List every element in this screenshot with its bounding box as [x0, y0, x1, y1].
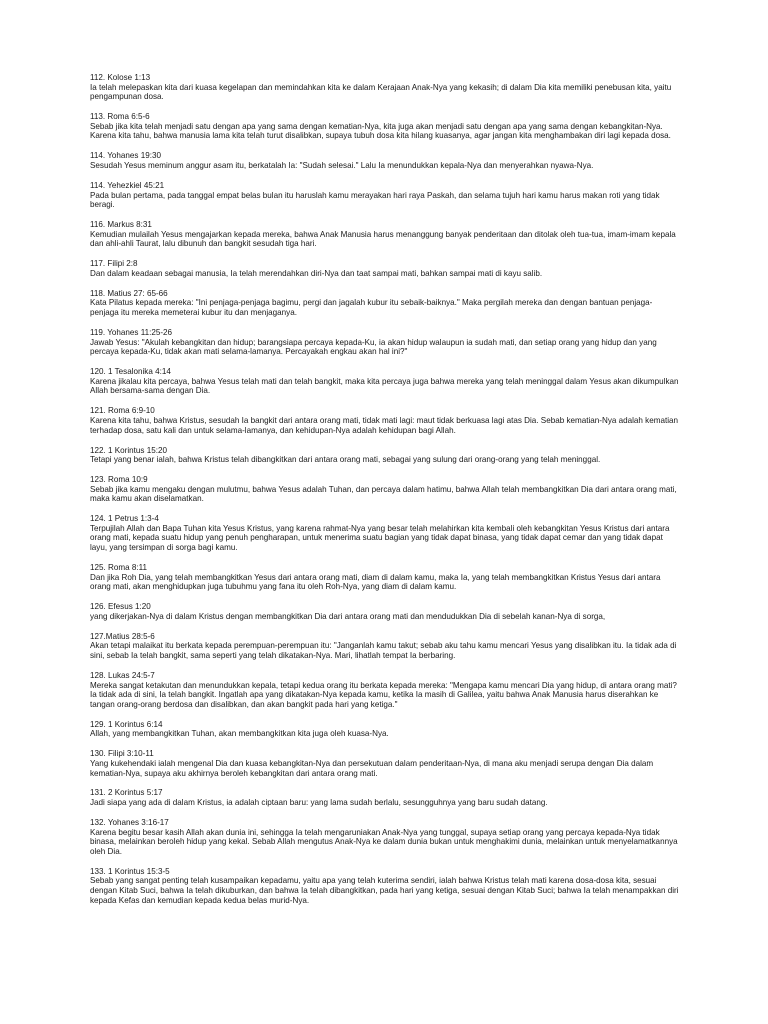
verse-text: Pada bulan pertama, pada tanggal empat belas bulan itu haruslah kamu merayakan hari raya Paskah, dan selama tujuh hari kamu harus makan roti yang tidak beragi.: [90, 190, 660, 210]
verse-reference: 132. Yohanes 3:16-17: [90, 818, 169, 828]
verse-text: Terpujilah Allah dan Bapa Tuhan kita Yesus Kristus, yang karena rahmat-Nya yang besar telah melahirkan kita kembali oleh kebangkitan Yesus Kristus dari antara orang mati, kepada suatu hidup yang penuh pengharapan, untuk menerima suatu bagian yang tidak dapat binasa, yang tidak dapat cemar dan yang tidak dapat layu, yang tersimpan di sorga bagi kamu.: [90, 523, 670, 553]
verse-text: Akan tetapi malaikat itu berkata kepada perempuan-perempuan itu: "Janganlah kamu takut; sebab aku tahu kamu mencari Yesus yang disalibkan itu. Ia tidak ada di sini, sebab Ia telah bangkit, sama seperti yang telah dikatakan-Nya. Mari, lihatlah tempat Ia berbaring.: [90, 641, 677, 660]
verse-reference: 123. Roma 10:9: [90, 475, 148, 485]
verse-entry: [90, 151, 680, 170]
verse-text: Kemudian mulailah Yesus mengajarkan kepada mereka, bahwa Anak Manusia harus menanggung banyak penderitaan dan ditolak oleh tua-tua, imam-imam kepala dan ahli-ahli Taurat, lalu dibunuh dan bangkit sesudah tiga hari.: [90, 229, 676, 249]
verse-entry: [90, 720, 680, 739]
verse-reference: 127.Matius 28:5-6: [90, 631, 155, 641]
verse-text: Dan jika Roh Dia, yang telah membangkitkan Yesus dari antara orang mati, diam di dalam kamu, maka Ia, yang telah membangkitkan Kristus Yesus dari antara orang mati, akan menghidupkan juga tubuhmu yang fana itu oleh Roh-Nya, yang diam di dalam kamu.: [90, 572, 661, 592]
verse-reference: 118. Matius 27: 65-66: [90, 288, 168, 298]
verse-reference: 130. Filipi 3:10-11: [90, 749, 154, 759]
verse-reference: 131. 2 Korintus 5:17: [90, 788, 163, 798]
verse-reference: 124. 1 Petrus 1:3-4: [90, 514, 159, 524]
verse-text: Dan dalam keadaan sebagai manusia, Ia telah merendahkan diri-Nya dan taat sampai mati, bahkan sampai mati di kayu salib.: [90, 268, 543, 278]
verse-reference: 120. 1 Tesalonika 4:14: [90, 367, 171, 377]
document-page: [90, 73, 680, 916]
verse-entry: [90, 73, 680, 102]
verse-entry: [90, 867, 680, 905]
verse-entry: [90, 406, 680, 435]
verse-reference: 116. Markus 8:31: [90, 220, 152, 230]
verse-entry: [90, 475, 680, 504]
verse-entry: [90, 220, 680, 249]
verse-reference: 122. 1 Korintus 15:20: [90, 445, 167, 455]
verse-reference: 113. Roma 6:5-6: [90, 112, 150, 122]
verse-reference: 114. Yohanes 19:30: [90, 151, 161, 161]
verse-entry: [90, 367, 680, 396]
verse-text: Sesudah Yesus meminum anggur asam itu, berkatalah Ia: "Sudah selesai." Lalu Ia menundukkan kepala-Nya dan menyerahkan nyawa-Nya.: [90, 160, 594, 170]
verse-entry: [90, 749, 680, 778]
verse-reference: 129. 1 Korintus 6:14: [90, 719, 163, 729]
verse-reference: 112. Kolose 1:13: [90, 73, 151, 82]
verse-text: Jadi siapa yang ada di dalam Kristus, ia adalah ciptaan baru: yang lama sudah berlalu, sesungguhnya yang baru sudah datang.: [90, 798, 548, 808]
verse-entry: [90, 259, 680, 278]
verse-reference: 133. 1 Korintus 15:3-5: [90, 866, 170, 876]
verse-entry: [90, 446, 680, 465]
verse-reference: 128. Lukas 24:5-7: [90, 670, 155, 680]
verse-text: Karena begitu besar kasih Allah akan dunia ini, sehingga Ia telah mengaruniakan Anak-Nya yang tunggal, supaya setiap orang yang percaya kepada-Nya tidak binasa, melainkan beroleh hidup yang kekal. Sebab Allah mengutus Anak-Nya ke dalam dunia bukan untuk menghakimi dunia, melainkan untuk menyelamatkannya oleh Dia.: [90, 827, 678, 856]
verse-text: Mereka sangat ketakutan dan menundukkan kepala, tetapi kedua orang itu berkata kepada mereka: "Mengapa kamu mencari Dia yang hidup, di antara orang mati? Ia tidak ada di sini, Ia telah bangkit. Ingatlah apa yang dikatakan-Nya kepada kamu, ketika Ia masih di Galilea, yaitu bahwa Anak Manusia harus diserahkan ke tangan orang-orang berdosa dan disalibkan, dan akan bangkit pada hari yang ketiga.": [90, 680, 677, 709]
verse-text: Yang kukehendaki ialah mengenal Dia dan kuasa kebangkitan-Nya dan persekutuan dalam penderitaan-Nya, di mana aku menjadi serupa dengan Dia dalam kematian-Nya, supaya aku akhirnya beroleh kebangkitan dari antara orang mati.: [90, 758, 654, 778]
verse-entry: [90, 328, 680, 357]
verse-entry: [90, 818, 680, 856]
verse-entry: [90, 671, 680, 709]
verse-entry: [90, 602, 680, 621]
verse-entry: [90, 563, 680, 592]
verse-text: Kata Pilatus kepada mereka: "Ini penjaga-penjaga bagimu, pergi dan jagalah kubur itu sebaik-baiknya." Maka pergilah mereka dan dengan bantuan penjaga-penjaga itu mereka memeterai kubur itu dan menjaganya.: [90, 298, 653, 318]
verse-entry: [90, 788, 680, 807]
verse-text: Karena jikalau kita percaya, bahwa Yesus telah mati dan telah bangkit, maka kita percaya juga bahwa mereka yang telah meninggal dalam Yesus akan dikumpulkan Allah bersama-sama dengan Dia.: [90, 376, 679, 396]
verse-entry: [90, 289, 680, 318]
verse-reference: 119. Yohanes 11:25-26: [90, 328, 173, 338]
verse-text: Sebab yang sangat penting telah kusampaikan kepadamu, yaitu apa yang telah kuterima sendiri, ialah bahwa Kristus telah mati karena dosa-dosa kita, sesuai dengan Kitab Suci, bahwa Ia telah dikuburkan, dan bahwa Ia telah dibangkitkan, pada hari yang ketiga, sesuai dengan Kitab Suci; bahwa Ia telah menampakkan diri kepada Kefas dan kemudian kepada kedua belas murid-Nya.: [90, 876, 679, 905]
verse-text: Sebab jika kita telah menjadi satu dengan apa yang sama dengan kematian-Nya, kita juga akan menjadi satu dengan apa yang sama dengan kebangkitan-Nya. Karena kita tahu, bahwa manusia lama kita telah turut disalibkan, supaya tubuh dosa kita hilang kuasanya, agar jangan kita menghambakan diri lagi kepada dosa.: [90, 121, 671, 141]
verse-text: Allah, yang membangkitkan Tuhan, akan membangkitkan kita juga oleh kuasa-Nya.: [90, 729, 389, 739]
verse-reference: 126. Efesus 1:20: [90, 602, 151, 612]
verse-entry: [90, 112, 680, 141]
verse-text: Sebab jika kamu mengaku dengan mulutmu, bahwa Yesus adalah Tuhan, dan percaya dalam hatimu, bahwa Allah telah membangkitkan Dia dari antara orang mati, maka kamu akan diselamatkan.: [90, 484, 677, 504]
verse-reference: 117. Filipi 2:8: [90, 259, 138, 269]
verse-text: Ia telah melepaskan kita dari kuasa kegelapan dan memindahkan kita ke dalam Kerajaan Anak-Nya yang kekasih; di dalam Dia kita memiliki penebusan kita, yaitu pengampunan dosa.: [90, 82, 672, 102]
verse-reference: 114. Yehezkiel 45:21: [90, 180, 165, 190]
verse-entry: [90, 632, 680, 661]
verse-text: Jawab Yesus: "Akulah kebangkitan dan hidup; barangsiapa percaya kepada-Ku, ia akan hidup walaupun ia sudah mati, dan setiap orang yang hidup dan yang percaya kepada-Ku, tidak akan mati selama-lamanya. Percayakah engkau akan hal ini?": [90, 337, 657, 357]
verse-reference: 121. Roma 6:9-10: [90, 406, 155, 416]
verse-text: Karena kita tahu, bahwa Kristus, sesudah Ia bangkit dari antara orang mati, tidak mati lagi: maut tidak berkuasa lagi atas Dia. Sebab kematian-Nya adalah kematian terhadap dosa, satu kali dan untuk selama-lamanya, dan kehidupan-Nya adalah kehidupan bagi Allah.: [90, 415, 679, 435]
verse-text: yang dikerjakan-Nya di dalam Kristus dengan membangkitkan Dia dari antara orang mati dan mendudukkan Dia di sebelah kanan-Nya di sorga,: [90, 611, 606, 621]
verse-entry: [90, 514, 680, 552]
verse-reference: 125. Roma 8:11: [90, 563, 147, 573]
verse-text: Tetapi yang benar ialah, bahwa Kristus telah dibangkitkan dari antara orang mati, sebagai yang sulung dari orang-orang yang telah meninggal.: [90, 455, 601, 465]
verse-entry: [90, 181, 680, 210]
